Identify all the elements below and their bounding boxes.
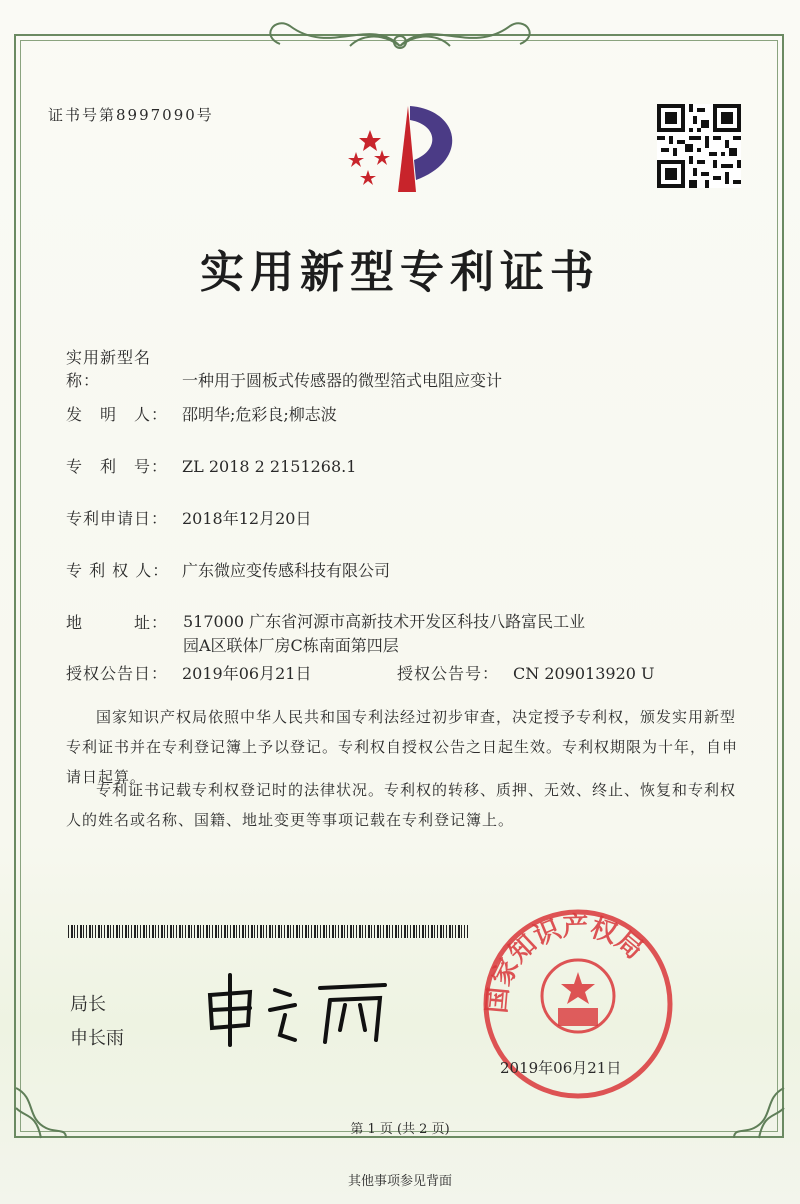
patent-holder-row xyxy=(66,558,390,581)
inventor-label: 发 明 人： xyxy=(66,405,169,424)
grant-date-row xyxy=(66,661,311,684)
certificate-number: 证书号第8997090号 xyxy=(48,106,214,124)
address-line-1: 517000 广东省河源市高新技术开发区科技八路富民工业 xyxy=(183,612,586,631)
footer-note: 其他事项参见背面 xyxy=(347,1174,452,1189)
director-signature xyxy=(200,970,400,1050)
grant-number-row xyxy=(397,661,655,684)
model-name-label: 实用新型名称： xyxy=(66,348,152,390)
body-paragraph-2: 专利证书记载专利权登记时的法律状况。专利权的转移、质押、无效、终止、恢复和专利权人的姓名或名称、国籍、地址变更等事项记载在专利登记簿上。 xyxy=(66,781,737,829)
cnipa-logo xyxy=(330,100,465,200)
page-number: 第 1 页 (共 2 页) xyxy=(350,1122,450,1137)
grant-date-label: 授权公告日： xyxy=(66,664,169,683)
patent-number-label: 专 利 号： xyxy=(66,457,169,476)
apply-date-value: 2018年12月20日 xyxy=(182,509,312,528)
director-title: 局长 xyxy=(70,994,106,1015)
address-label: 地 址： xyxy=(66,613,169,632)
apply-date-label: 专利申请日： xyxy=(66,509,169,528)
address-value xyxy=(183,610,613,658)
grant-number-value: CN 209013920 U xyxy=(513,664,655,683)
apply-date-row xyxy=(66,506,311,529)
top-ornament-decoration xyxy=(250,6,550,66)
address-label-row xyxy=(66,610,182,633)
patent-number-row xyxy=(66,454,356,477)
seal-text: 国家知识产权局 xyxy=(482,911,649,1015)
corner-ornament-bottom-left xyxy=(6,1078,76,1148)
director-name: 申长雨 xyxy=(70,1028,124,1049)
inventor-row xyxy=(66,402,337,425)
model-name-row xyxy=(66,345,502,391)
patent-holder-label: 专 利 权 人： xyxy=(66,561,170,580)
barcode xyxy=(68,925,468,938)
inventor-value: 邵明华;危彩良;柳志波 xyxy=(182,405,337,424)
patent-number-value: ZL 2018 2 2151268.1 xyxy=(182,457,357,476)
seal-date: 2019年06月21日 xyxy=(500,1059,622,1077)
body-paragraph-1: 国家知识产权局依照中华人民共和国专利法经过初步审查，决定授予专利权，颁发实用新型专利证书并在专利登记簿上予以登记。专利权自授权公告之日起生效。专利权期限为十年，自申请日起算。 xyxy=(66,708,739,786)
model-name-value: 一种用于圆板式传感器的微型箔式电阻应变计 xyxy=(182,371,503,390)
grant-date-value: 2019年06月21日 xyxy=(182,664,312,683)
qr-code xyxy=(657,104,741,188)
address-line-2: 园A区联体厂房C栋南面第四层 xyxy=(183,636,399,655)
patent-holder-value: 广东微应变传感科技有限公司 xyxy=(182,561,391,580)
corner-ornament-bottom-right xyxy=(724,1078,794,1148)
certificate-title: 实用新型专利证书 xyxy=(200,247,600,298)
grant-number-label: 授权公告号： xyxy=(397,664,500,683)
